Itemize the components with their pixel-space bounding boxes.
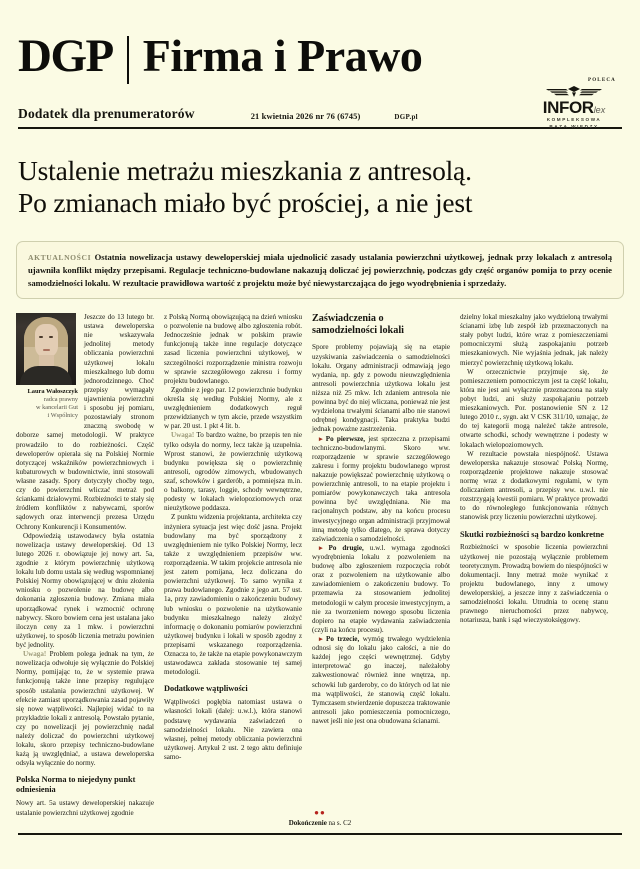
article-paragraph: Uwaga! Problem polega jednak na tym, że nowelizacja odwołuje się wyłącznie do Polskiej Normy, pomijając to, że w systemie prawa funkcjonują także inne przepisy regulujące sposób ustalania powierzchni użytkowej. W efekcie zamiast uporządkowania zasad pojawiły się nowe wątpliwości. Najlepiej widać to na przykładzie lokali z antresolą. Powstało pytanie, czy po nowelizacji jej powierzchnię nadal należy doliczać do powierzchni użytkowej lokalu, skoro przepisy techniczno-budowlane każą ją uwzględniać, a ustawa deweloperska odsyła wyłącznie do normy. xyxy=(16,650,154,768)
issue-line: 21 kwietnia 2026 nr 76 (6745) xyxy=(250,111,361,121)
article-paragraph: Zgodnie z jego par. 12 powierzchnie budynku określa się według Polskiej Normy, ale z uwzględnieniem dodatkowych reguł przewidzianych w tym akcie, przede wszystkim w par. 20 ust. 1 pkt 4 lit. b. xyxy=(164,385,302,431)
author-photo xyxy=(16,313,76,385)
article-column xyxy=(312,313,460,818)
article-paragraph: Wątpliwości pogłębia natomiast ustawa o własności lokali (dalej: u.w.l.), która stanowi podstawę wydawania zaświadczeń o samodzielności lokalu. Nie zawiera ona własnej, pełnej metody obliczania powierzchni użytkowej. Artykuł 2 ust. 2 tego aktu definiuje samo- xyxy=(164,698,302,761)
article-paragraph: W rezultacie powstała niespójność. Ustawa deweloperska nakazuje stosować Polską Normę, rozporządzenie projektowe nakazuje stosować normę wraz z dodatkowymi regułami, w tym doliczaniem antresoli, a przepisy ww. u.w.l. nie rozstrzygają kwestii pomiaru. W praktyce prowadzi to do równoległego funkcjonowania różnych stanowisk przy liczeniu powierzchni użytkowej. xyxy=(460,449,608,522)
section-heading: Zaświadczenia o samodzielności lokali xyxy=(312,313,404,337)
article-columns xyxy=(16,313,624,818)
article-paragraph: Uwaga! To bardzo ważne, bo przepis ten nie tylko odsyła do normy, lecz także ją uzupełnia. Wprost stanowi, że powierzchnię użytkową budynku powiększa się o powierzchnię antresoli, ogrodów zimowych, wbudowanych szaf, schowków i garderób, a pomniejsza m.in. o balkony, tarasy, loggie, schody wewnętrzne, podesty w lokalach wielopoziomowych oraz nieużytkowe poddasza. xyxy=(164,431,302,513)
poleca-label: POLECA xyxy=(587,78,616,83)
sponsor-tagline-line1: KOMPLEKSOWA xyxy=(546,117,602,122)
bullet-arrow-icon: ▸ xyxy=(319,434,326,443)
headline-line-2: Po zmianach miało być prościej, a nie jest xyxy=(18,187,473,219)
section-title: Firma i Prawo xyxy=(142,30,423,81)
footer-dots-icon: ●● xyxy=(314,808,326,817)
infor-wings-icon xyxy=(526,85,622,99)
lead-text: Ostatnia nowelizacja ustawy deweloperskiej miała ujednolicić zasady ustalania powierzchni użytkowej, jednak przy lokalach z antresolą ujawniła konflikt między przepisami. Regulacje techniczno-budowlane nakazują doliczać jej powierzchnię, podczas gdy część organów pomija to przy ocenie samodzielności lokalu. W rezultacie prawidłowa wartość z projektu może być niewystarczająca do jego wyodrębnienia i sprzedaży. xyxy=(28,252,612,288)
article-paragraph: Spore problemy pojawiają się na etapie uzyskiwania zaświadczenia o samodzielności lokalu. Organy administracji odmawiają jego wydania, np. gdy z powodu nieuwzględnienia antresoli powierzchnia użytkowa lokalu jest niższa niż 25 mkw. Ich zdaniem antresola nie powinna być do niej wliczana, ponieważ nie jest wydzielona trwałymi ścianami albo nie stanowi odrębnej kondygnacji. Taka praktyka budzi jednak poważne zastrzeżenia. xyxy=(312,343,450,434)
author-name: Laura Wałoszczyk xyxy=(27,388,78,396)
headline-line-1: Ustalenie metrażu mieszkania z antresolą. xyxy=(18,155,472,186)
sponsor-name-main: INFOR xyxy=(542,98,594,117)
author-role-2: w kancelarii Gut xyxy=(36,404,78,412)
article-paragraph: dzielny lokal mieszkalny jako wydzieloną trwałymi ścianami izbę lub zespół izb przeznaczonych na stały pobyt ludzi, które wraz z pomieszczeniami pomocniczymi służą zaspokajaniu potrzeb mieszkaniowych. Nie wyjaśnia jednak, jak należy mierzyć powierzchnię użytkową lokalu. xyxy=(460,313,608,367)
sponsor-logo-block[interactable] xyxy=(526,78,622,131)
article-paragraph: ▸ Po drugie, u.w.l. wymaga zgodności wyodrębnienia lokalu z pozwoleniem na budowę albo zgłoszeniem rozpoczęcia robót oraz z pozwoleniem na użytkowanie albo zawiadomieniem o zakończeniu budowy. To przemawia za stosowaniem jednolitej metodologii w całym procesie inwestycyjnym, a nie za tworzeniem nowego sposobu liczenia dopiero na etapie wydawania zaświadczenia (czyli na końcu procesu). xyxy=(312,543,450,634)
article-paragraph: Jeszcze do 13 lutego br. ustawa deweloperska nie wskazywała jednolitej metody obliczania powierzchni użytkowej lokalu mieszkalnego lub domu jednorodzinnego. Choć przepisy wymagały ujawnienia powierzchni i sposobu jej pomiaru, pozostawiały stronom znaczną swobodę w doborze samej metodologii. W praktyce prowadziło to do rozbieżności. Część deweloperów opierała się na Polskiej Normie dotyczącej wskaźników powierzchniowych i kubaturowych w budownictwie, inni stosowali własne zasady. Spory dotyczyły choćby tego, czy do powierzchni wliczać metraż pod ściankami działowymi. Rozbieżności te stały się źródłem konfliktów z nabywcami, sporów sądowych oraz interwencji prezesa Urzędu Ochrony Konkurencji i Konsumentów. xyxy=(16,313,154,531)
article-paragraph: z Polską Normą obowiązującą na dzień wniosku o pozwolenie na budowę albo zgłoszenia robót. Jednocześnie jednak w polskim prawie funkcjonują także inne regulacje dotyczące zasad liczenia powierzchni użytkowej, w szczególności rozporządzenie ministra rozwoju w sprawie szczegółowego zakresu i formy projektu budowlanego. xyxy=(164,313,302,385)
article-paragraph: Rozbieżności w sposobie liczenia powierzchni użytkowej nie pozostają wyłącznie problemem teoretycznym. Prowadzą bowiem do niespójności w dokumentacji. Inny metraż może wynikać z projektu budowlanego, inny z umowy deweloperskiej, a jeszcze inny z zaświadczenia o samodzielności lokalu. Utrudnia to ocenę stanu prawnego nieruchomości przez nabywcę, notariusza, bank i sąd wieczystoksięgowy. xyxy=(460,543,608,625)
masthead-divider xyxy=(127,36,129,84)
sponsor-name-suffix: lex xyxy=(593,105,606,115)
note-label: Uwaga! xyxy=(23,650,47,659)
website-label[interactable]: DGP.pl xyxy=(394,112,418,121)
section-heading: Dodatkowe wątpliwości xyxy=(164,684,248,694)
lead-box xyxy=(16,241,624,299)
article-paragraph: Z punktu widzenia projektanta, architekta czy inżyniera sytuacja jest więc dość jasna. Projekt budowlany ma być sporządzony z uwzględnieniem nie tylko Polskiej Normy, lecz także z uwzględnieniem przepisów ww. rozporządzenia. W takim projekcie antresola nie jest zatem pomijana, lecz doliczana do powierzchni użytkowej. To samo wynika z prawa budowlanego. Zgodnie z jego art. 57 ust. 1a, przy zawiadomieniu o zakończeniu budowy lub wniosku o pozwolenie na użytkowanie budynku mieszkalnego należy złożyć informację o dokonaniu pomiarów powierzchni użytkowej budynku i lokali w sposób zgodny z przepisami wskazanego rozporządzenia. Oznacza to, że także na etapie powykonawczym ustawodawca zakłada stosowanie tej samej metodologii. xyxy=(164,513,302,677)
author-role-3: i Wspólnicy xyxy=(47,412,78,420)
headline xyxy=(0,129,640,219)
footer-rule xyxy=(18,833,622,835)
page-footer xyxy=(0,809,640,835)
paragraph-lead-label: Po pierwsze, xyxy=(325,434,366,443)
article-paragraph: ▸ Po trzecie, wymóg trwałego wydzielenia odnosi się do lokalu jako całości, a nie do każdej jego części wewnętrznej. Gdyby interpretować go inaczej, należałoby zakwestionować również inne wnętrza, np. schowki lub garderoby, co do których od lat nie ma wątpliwości, że stanowią część lokalu. Tymczasem stwierdzenie dopuszcza traktowanie antresoli jako pomieszczenia pomocniczego, nawet jeśli nie jest ona obudowana ścianami. xyxy=(312,634,450,725)
paragraph-lead-label: Po drugie, xyxy=(328,543,364,552)
paragraph-lead-label: Po trzecie, xyxy=(326,634,360,643)
article-paragraph: ▸ Po pierwsze, jest sprzeczna z przepisami techniczno-budowlanymi. Skoro ww. rozporządzenie w sprawie szczegółowego zakresu i formy projektu budowlanego wprost nakazuje powiększać powierzchnię użytkową o powierzchnię antresoli, to na etapie projektu i pomiarów powykonawczych taka antresola powinna być uwzględniana. Nie ma racjonalnych podstaw, aby na końcu procesu inwestycyjnego organ administracji przyjmował inną metodę tylko dlatego, że sprawa dotyczy zaświadczenia o samodzielności. xyxy=(312,434,450,543)
article-paragraph: W orzecznictwie przyjmuje się, że pomieszczeniem pomocniczym jest ta część lokalu, która nie jest ani wyłącznie przeznaczona na stały pobyt ludzi, ani służy zaspokajaniu potrzeb mieszkaniowych. Por. postanowienie SN z 12 lutego 2010 r., sygn. akt V CSK 311/10, uznając, że do tej kategorii mogą należeć także antresole, otwarte schodki, schody wewnętrzne i podesty w lokalach wielopoziomowych. xyxy=(460,367,608,449)
brand-row xyxy=(18,30,622,84)
lead-kicker: AKTUALNOŚCI xyxy=(28,253,92,263)
brand-logo-dgp[interactable]: DGP xyxy=(18,30,113,82)
sponsor-tagline xyxy=(526,117,622,131)
article-paragraph: Odpowiedzią ustawodawcy była ostatnia nowelizacja ustawy deweloperskiej. Od 13 lutego 2026 r. obowiązuje jej nowy art. 5a, zgodnie z którym powierzchnię użytkową lokalu lub domu ustala się według wspomnianej Polskiej Normy obowiązującej w dniu złożenia wniosku o pozwolenie na budowę albo dokonania zgłoszenia budowy. Zmiana miała uporządkować rynek i wzmocnić ochronę nabywcy. Skoro bowiem cena jest ustalana jako iloczyn ceny za 1 mkw. i powierzchni użytkowej, to sposób liczenia metrażu powinien być jednolity. xyxy=(16,531,154,649)
article-column xyxy=(164,313,312,818)
sponsor-tagline-line2: BAZA WIEDZY xyxy=(549,123,599,129)
section-heading: Polska Norma to niejedyny punkt odniesienia xyxy=(16,775,136,795)
note-label: Uwaga! xyxy=(171,431,195,440)
supplement-label: Dodatek dla prenumeratorów xyxy=(18,106,195,121)
continuation-label: Dokończenie xyxy=(288,819,327,827)
bullet-arrow-icon: ▸ xyxy=(319,543,329,552)
bullet-arrow-icon: ▸ xyxy=(319,634,327,643)
article-column xyxy=(460,313,608,818)
sponsor-name xyxy=(526,99,622,116)
author-box xyxy=(16,313,78,421)
continuation-note xyxy=(0,819,640,827)
continuation-page: na s. C2 xyxy=(326,819,352,827)
article-column xyxy=(16,313,164,818)
author-role-1: radca prawny xyxy=(43,396,78,404)
section-heading: Skutki rozbieżności są bardzo konkretne xyxy=(460,529,604,539)
lead-paragraph xyxy=(28,251,612,289)
article-paragraph: Nowy art. 5a ustawy deweloperskiej nakazuje ustalanie powierzchni użytkowej zgodnie xyxy=(16,799,154,817)
